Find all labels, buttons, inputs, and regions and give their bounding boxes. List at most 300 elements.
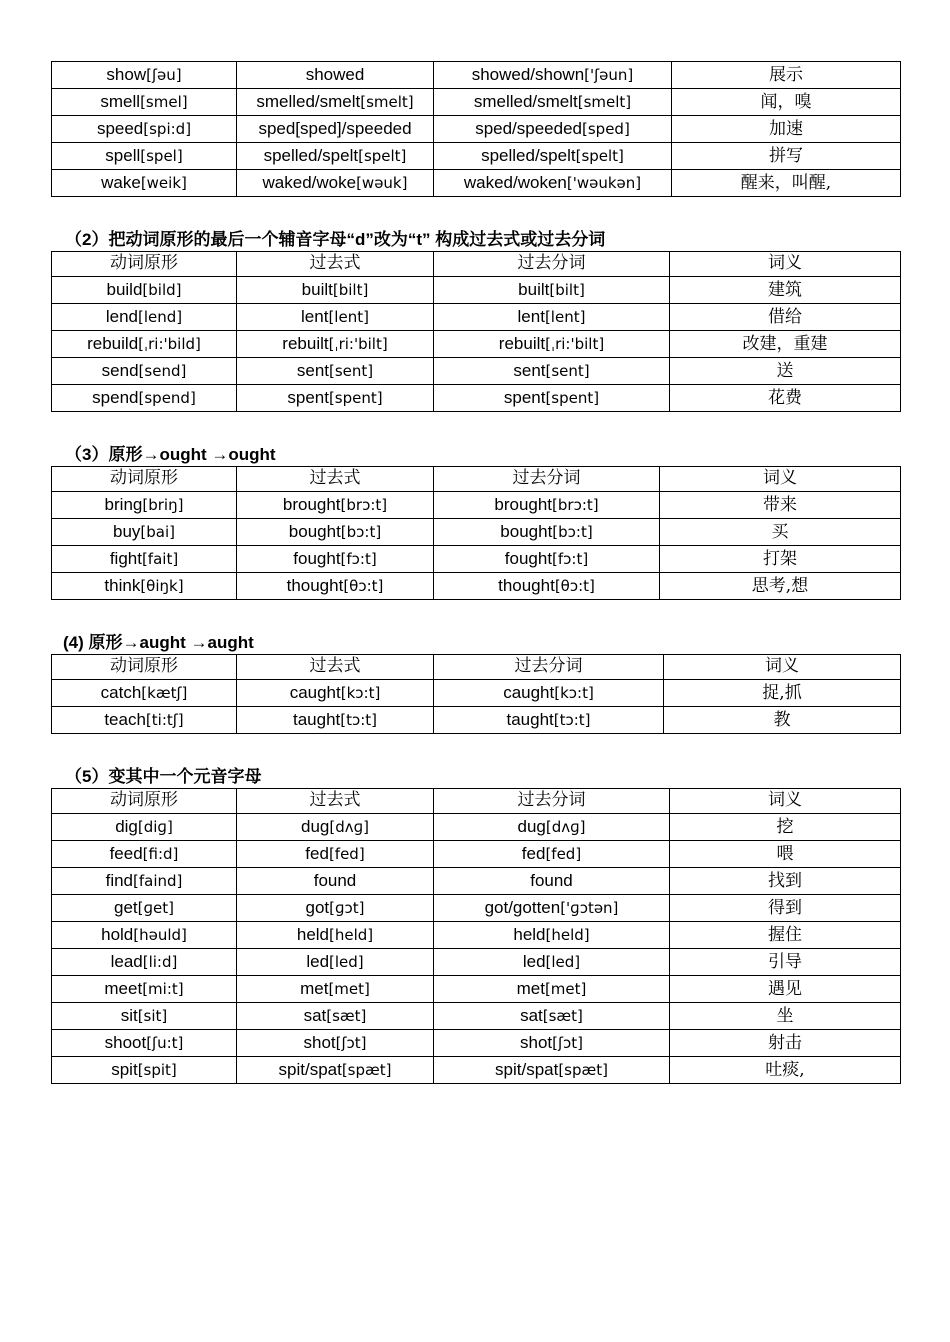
cell-meaning: [670, 1003, 901, 1030]
phonetic-text: [kætʃ]: [141, 684, 188, 702]
table-header-row: [52, 467, 901, 492]
table-row: [52, 143, 901, 170]
word-text: 射击: [768, 1033, 802, 1053]
cell-base-form: [52, 814, 237, 841]
cell-past-tense: [237, 62, 434, 89]
cell-past-tense: [237, 680, 434, 707]
word-text: 送: [776, 361, 794, 381]
table-row: [52, 680, 901, 707]
cell-past-participle: [434, 62, 672, 89]
phonetic-text: [sent]: [545, 362, 590, 380]
cell-meaning: [670, 976, 901, 1003]
word-text: 醒来，叫醒,: [740, 173, 832, 193]
word-text: 借给: [768, 307, 802, 327]
cell-past-participle: [434, 841, 670, 868]
cell-meaning: [670, 304, 901, 331]
cell-meaning: [670, 331, 901, 358]
word-text: bought: [288, 522, 341, 541]
phonetic-text: [dʌɡ]: [329, 818, 369, 836]
table-header-row: [52, 655, 901, 680]
cell-meaning: [664, 707, 901, 734]
word-text: rebuild: [87, 334, 139, 353]
word-text: spent: [503, 388, 546, 407]
cell-past-participle: [434, 492, 660, 519]
cell-meaning: [670, 949, 901, 976]
phonetic-text: [spent]: [328, 389, 383, 407]
table-header-row: [52, 789, 901, 814]
column-header-past-participle: 过去分词: [434, 789, 670, 814]
word-text: catch: [100, 683, 142, 702]
cell-meaning: [660, 492, 901, 519]
phonetic-text: [fed]: [328, 845, 365, 863]
word-text: fight: [109, 549, 142, 568]
cell-base-form: [52, 358, 237, 385]
cell-meaning: [672, 116, 901, 143]
word-text: build: [106, 280, 143, 299]
word-text: smell: [100, 92, 141, 111]
phonetic-text: [faind]: [133, 872, 183, 890]
phonetic-text: [θiŋk]: [140, 577, 184, 595]
phonetic-text: [held]: [329, 926, 374, 944]
phonetic-text: [held]: [545, 926, 590, 944]
phonetic-text: [ˌri:'bilt]: [545, 335, 605, 353]
word-text: 找到: [768, 871, 802, 891]
word-text: 遇见: [768, 979, 802, 999]
phonetic-text: [met]: [544, 980, 587, 998]
word-text: sped/speeded: [475, 119, 583, 138]
cell-meaning: [670, 814, 901, 841]
cell-past-participle: [434, 680, 664, 707]
cell-base-form: [52, 385, 237, 412]
word-text: waked/woke: [262, 173, 357, 192]
phonetic-text: [bilt]: [332, 281, 369, 299]
table-row: [52, 841, 901, 868]
section-title-4: (4) 原形→aught →aught: [63, 633, 254, 652]
word-text: 展示: [769, 65, 803, 85]
column-header-past-participle: 过去分词: [434, 252, 670, 277]
phonetic-text: [sit]: [137, 1007, 168, 1025]
table-row: [52, 358, 901, 385]
word-text: found: [313, 871, 357, 890]
table-row: [52, 922, 901, 949]
cell-past-tense: [237, 949, 434, 976]
verb-table-2: [51, 251, 901, 412]
section-title-5: （5）变其中一个元音字母: [65, 767, 262, 786]
word-text: got/gotten: [484, 898, 561, 917]
word-text: teach: [104, 710, 146, 729]
cell-base-form: [52, 62, 237, 89]
word-text: 闻，嗅: [760, 92, 812, 112]
cell-meaning: [672, 62, 901, 89]
phonetic-text: [lend]: [138, 308, 183, 326]
phonetic-text: [spæt]: [341, 1061, 392, 1079]
word-text: 思考,想: [751, 576, 809, 596]
cell-base-form: [52, 680, 237, 707]
phonetic-text: [lent]: [544, 308, 586, 326]
phonetic-text: [smelt]: [360, 93, 414, 111]
cell-meaning: [670, 385, 901, 412]
phonetic-text: [spent]: [545, 389, 600, 407]
word-text: lent: [517, 307, 545, 326]
phonetic-text: [ʃu:t]: [146, 1034, 184, 1052]
word-text: 买: [771, 522, 789, 542]
cell-past-participle: [434, 116, 672, 143]
cell-past-tense: [237, 922, 434, 949]
table-row: [52, 62, 901, 89]
cell-base-form: [52, 492, 237, 519]
cell-meaning: [670, 895, 901, 922]
cell-base-form: [52, 841, 237, 868]
phonetic-text: [bɔ:t]: [340, 523, 382, 541]
phonetic-text: [diɡ]: [137, 818, 173, 836]
phonetic-text: [kɔ:t]: [554, 684, 594, 702]
verb-table-1: [51, 61, 901, 197]
phonetic-text: [sent]: [329, 362, 374, 380]
cell-base-form: [52, 1003, 237, 1030]
word-text: sat: [303, 1006, 327, 1025]
column-header-past-tense: 过去式: [237, 655, 434, 680]
word-text: meet: [104, 979, 143, 998]
verb-table-5: [51, 788, 901, 1084]
word-text: showed/shown: [471, 65, 585, 84]
word-text: built: [518, 280, 550, 299]
word-text: 建筑: [768, 280, 802, 300]
phonetic-text: [ɡɔt]: [329, 899, 365, 917]
cell-past-tense: [237, 116, 434, 143]
table-row: [52, 573, 901, 600]
phonetic-text: [ʃəu]: [146, 66, 182, 84]
cell-meaning: [672, 89, 901, 116]
word-text: think: [104, 576, 141, 595]
column-header-base-form: 动词原形: [52, 789, 237, 814]
word-text: showed: [305, 65, 365, 84]
table-row: [52, 170, 901, 197]
word-text: spit: [111, 1060, 138, 1079]
word-text: find: [105, 871, 134, 890]
cell-meaning: [670, 358, 901, 385]
document-body: [51, 61, 900, 1084]
cell-meaning: [672, 143, 901, 170]
phonetic-text: [smel]: [140, 93, 188, 111]
cell-base-form: [52, 1057, 237, 1084]
phonetic-text: [sped]: [582, 120, 630, 138]
phonetic-text: [sæt]: [542, 1007, 583, 1025]
section-title-3: （3）原形→ought →ought: [65, 445, 276, 464]
phonetic-text: [ˌri:'bilt]: [328, 335, 388, 353]
word-text: show: [106, 65, 147, 84]
table-row: [52, 814, 901, 841]
word-text: lend: [105, 307, 138, 326]
cell-past-participle: [434, 331, 670, 358]
word-text: caught: [503, 683, 555, 702]
word-text: thought: [498, 576, 555, 595]
cell-past-participle: [434, 358, 670, 385]
cell-past-tense: [237, 385, 434, 412]
phonetic-text: [mi:t]: [142, 980, 184, 998]
word-text: sat: [520, 1006, 543, 1025]
word-text: dig: [115, 817, 138, 836]
cell-base-form: [52, 868, 237, 895]
word-text: buy: [112, 522, 141, 541]
phonetic-text: [bɔ:t]: [552, 523, 593, 541]
cell-base-form: [52, 922, 237, 949]
word-text: spell: [105, 146, 141, 165]
table-row: [52, 385, 901, 412]
phonetic-text: ['ʃəun]: [584, 66, 634, 84]
column-header-base-form: 动词原形: [52, 467, 237, 492]
cell-meaning: [660, 546, 901, 573]
phonetic-text: [fɔ:t]: [340, 550, 377, 568]
table-row: [52, 304, 901, 331]
cell-past-participle: [434, 277, 670, 304]
cell-past-tense: [237, 573, 434, 600]
cell-past-participle: [434, 170, 672, 197]
word-text: 教: [773, 710, 791, 730]
cell-past-participle: [434, 1003, 670, 1030]
column-header-meaning: 词义: [670, 252, 901, 277]
word-text: found: [530, 871, 573, 890]
cell-past-tense: [237, 976, 434, 1003]
word-text: spend: [92, 388, 139, 407]
word-text: 带来: [763, 495, 797, 515]
cell-past-participle: [434, 949, 670, 976]
column-header-past-tense: 过去式: [237, 467, 434, 492]
phonetic-text: [led]: [545, 953, 581, 971]
table-row: [52, 707, 901, 734]
cell-meaning: [670, 1057, 901, 1084]
word-text: lent: [301, 307, 329, 326]
cell-base-form: [52, 143, 237, 170]
cell-past-tense: [237, 868, 434, 895]
cell-base-form: [52, 895, 237, 922]
word-text: brought: [494, 495, 553, 514]
cell-past-tense: [237, 1003, 434, 1030]
phonetic-text: [ti:tʃ]: [145, 711, 184, 729]
phonetic-text: [lent]: [328, 308, 369, 326]
table-row: [52, 519, 901, 546]
phonetic-text: [li:d]: [142, 953, 178, 971]
phonetic-text: [sæt]: [326, 1007, 367, 1025]
word-text: 捉,抓: [762, 683, 802, 703]
phonetic-text: [brɔ:t]: [340, 496, 388, 514]
phonetic-text: [spi:d]: [143, 120, 192, 138]
phonetic-text: [ʃɔt]: [552, 1034, 583, 1052]
word-text: met: [300, 979, 329, 998]
cell-past-participle: [434, 976, 670, 1003]
cell-base-form: [52, 519, 237, 546]
phonetic-text: ['wəukən]: [566, 174, 642, 192]
word-text: 打架: [763, 549, 797, 569]
table-row: [52, 1003, 901, 1030]
word-text: dug: [517, 817, 546, 836]
word-text: get: [114, 898, 138, 917]
cell-base-form: [52, 949, 237, 976]
phonetic-text: [briŋ]: [142, 496, 184, 514]
word-text: fought: [293, 549, 341, 568]
word-text: shot: [519, 1033, 553, 1052]
word-text: bring: [104, 495, 143, 514]
phonetic-text: [wəuk]: [356, 174, 408, 192]
word-text: waked/woken: [463, 173, 567, 192]
word-text: 拼写: [769, 146, 803, 166]
word-text: smelled/smelt: [473, 92, 578, 111]
cell-past-participle: [434, 895, 670, 922]
word-text: met: [516, 979, 545, 998]
cell-past-participle: [434, 89, 672, 116]
cell-past-participle: [434, 304, 670, 331]
verb-table-3: [51, 466, 901, 600]
cell-base-form: [52, 116, 237, 143]
cell-meaning: [670, 1030, 901, 1057]
cell-base-form: [52, 304, 237, 331]
phonetic-text: [spel]: [140, 147, 183, 165]
cell-meaning: [660, 519, 901, 546]
table-row: [52, 277, 901, 304]
word-text: shot: [303, 1033, 336, 1052]
word-text: 坐: [776, 1006, 794, 1026]
phonetic-text: [met]: [328, 980, 370, 998]
phonetic-text: [həuld]: [133, 926, 187, 944]
phonetic-text: [ɡet]: [137, 899, 174, 917]
cell-past-participle: [434, 707, 664, 734]
cell-past-participle: [434, 814, 670, 841]
cell-base-form: [52, 89, 237, 116]
phonetic-text: [fi:d]: [142, 845, 179, 863]
phonetic-text: [fait]: [141, 550, 179, 568]
word-text: 喂: [776, 844, 794, 864]
cell-past-tense: [237, 519, 434, 546]
phonetic-text: [dʌɡ]: [545, 818, 586, 836]
phonetic-text: [tɔ:t]: [553, 711, 591, 729]
phonetic-text: [ʃɔt]: [335, 1034, 367, 1052]
phonetic-text: [ˌri:'bild]: [138, 335, 201, 353]
cell-past-tense: [237, 895, 434, 922]
word-text: send: [101, 361, 139, 380]
word-text: sit: [120, 1006, 138, 1025]
cell-base-form: [52, 707, 237, 734]
word-text: sent: [296, 361, 329, 380]
table-row: [52, 492, 901, 519]
section-title-2: （2）把动词原形的最后一个辅音字母“d”改为“t” 构成过去式或过去分词: [65, 230, 606, 249]
phonetic-text: [tɔ:t]: [340, 711, 378, 729]
phonetic-text: [fed]: [545, 845, 582, 863]
word-text: fed: [521, 844, 546, 863]
cell-base-form: [52, 573, 237, 600]
cell-past-tense: [237, 304, 434, 331]
column-header-base-form: 动词原形: [52, 655, 237, 680]
phonetic-text: [spelt]: [358, 147, 407, 165]
cell-base-form: [52, 546, 237, 573]
word-text: taught: [292, 710, 341, 729]
word-text: speed: [96, 119, 144, 138]
word-text: 引导: [768, 952, 802, 972]
table-row: [52, 331, 901, 358]
word-text: taught: [506, 710, 554, 729]
table-row: [52, 89, 901, 116]
cell-past-tense: [237, 707, 434, 734]
word-text: built: [301, 280, 333, 299]
cell-past-participle: [434, 519, 660, 546]
word-text: fed: [305, 844, 329, 863]
phonetic-text: [brɔ:t]: [552, 496, 599, 514]
cell-past-tense: [237, 814, 434, 841]
phonetic-text: [kɔ:t]: [340, 684, 381, 702]
word-text: rebuilt: [282, 334, 329, 353]
cell-past-tense: [237, 546, 434, 573]
word-text: 加速: [769, 119, 803, 139]
column-header-past-participle: 过去分词: [434, 655, 664, 680]
cell-past-tense: [237, 170, 434, 197]
word-text: 花费: [768, 388, 802, 408]
word-text: held: [513, 925, 546, 944]
word-text: 挖: [776, 817, 794, 837]
cell-meaning: [672, 170, 901, 197]
cell-past-tense: [237, 841, 434, 868]
table-row: [52, 116, 901, 143]
word-text: 吐痰,: [765, 1060, 805, 1080]
phonetic-text: [bai]: [140, 523, 175, 541]
column-header-meaning: 词义: [664, 655, 901, 680]
word-text: spent: [287, 388, 329, 407]
phonetic-text: [spelt]: [575, 147, 624, 165]
cell-base-form: [52, 331, 237, 358]
cell-meaning: [664, 680, 901, 707]
phonetic-text: [bild]: [142, 281, 182, 299]
cell-past-participle: [434, 573, 660, 600]
verb-table-4: [51, 654, 901, 734]
phonetic-text: [θɔ:t]: [343, 577, 384, 595]
cell-base-form: [52, 277, 237, 304]
cell-past-participle: [434, 922, 670, 949]
column-header-past-participle: 过去分词: [434, 467, 660, 492]
column-header-past-tense: 过去式: [237, 252, 434, 277]
cell-past-tense: [237, 492, 434, 519]
cell-base-form: [52, 1030, 237, 1057]
cell-past-tense: [237, 1030, 434, 1057]
word-text: wake: [101, 173, 141, 192]
phonetic-text: [spit]: [137, 1061, 177, 1079]
cell-past-participle: [434, 1057, 670, 1084]
cell-past-participle: [434, 868, 670, 895]
phonetic-text: [weik]: [140, 174, 187, 192]
word-text: spit/spat: [495, 1060, 559, 1079]
word-text: bought: [500, 522, 553, 541]
table-row: [52, 1057, 901, 1084]
cell-base-form: [52, 976, 237, 1003]
cell-meaning: [670, 922, 901, 949]
word-text: 得到: [768, 898, 802, 918]
word-text: feed: [109, 844, 143, 863]
cell-past-tense: [237, 331, 434, 358]
table-row: [52, 976, 901, 1003]
word-text: held: [296, 925, 329, 944]
word-text: hold: [101, 925, 134, 944]
column-header-meaning: 词义: [670, 789, 901, 814]
word-text: 握住: [768, 925, 802, 945]
word-text: rebuilt: [498, 334, 546, 353]
word-text: spelled/spelt: [263, 146, 359, 165]
phonetic-text: [bilt]: [549, 281, 585, 299]
phonetic-text: [spend]: [138, 389, 196, 407]
cell-past-participle: [434, 546, 660, 573]
word-text: brought: [282, 495, 341, 514]
phonetic-text: [send]: [138, 362, 187, 380]
phonetic-text: [smelt]: [577, 93, 632, 111]
table-row: [52, 546, 901, 573]
word-text: spelled/spelt: [481, 146, 576, 165]
phonetic-text: [spæt]: [558, 1061, 608, 1079]
cell-past-participle: [434, 143, 672, 170]
